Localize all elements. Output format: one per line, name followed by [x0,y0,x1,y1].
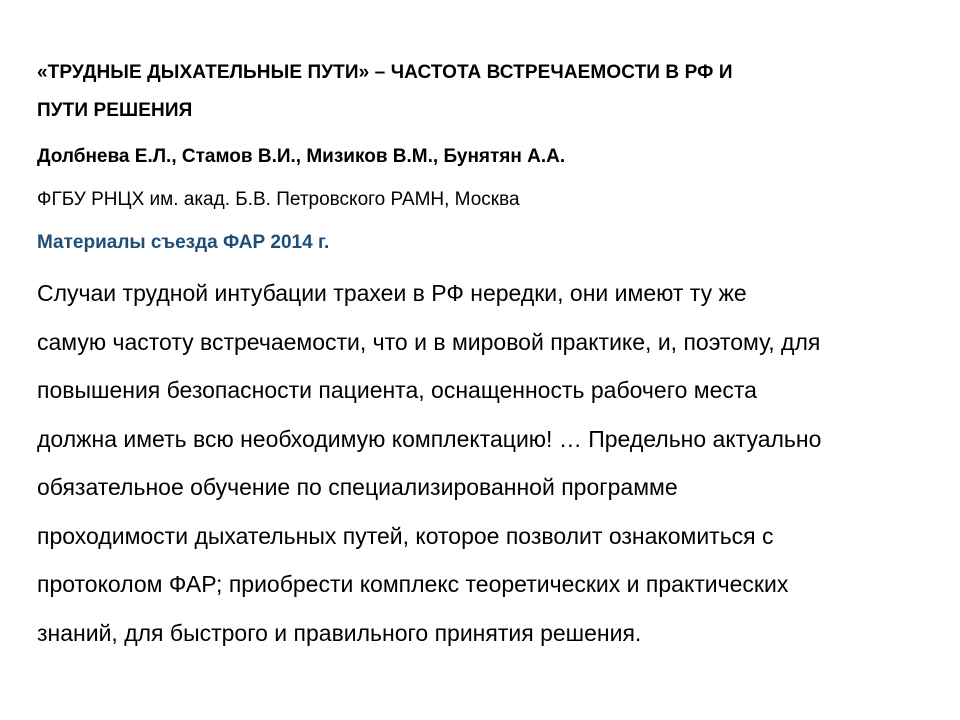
slide-title [37,54,927,130]
title-line: ПУТИ РЕШЕНИЯ [37,100,193,121]
body-line: самую частоту встречаемости, что и в мировой практике, и, поэтому, для [37,328,821,355]
title-line: «ТРУДНЫЕ ДЫХАТЕЛЬНЫЕ ПУТИ» – ЧАСТОТА ВСТРЕЧАЕМОСТИ В РФ И [37,62,733,83]
body-line: протоколом ФАР; приобрести комплекс теоретических и практических [37,571,789,597]
body-line: знаний, для быстрого и правильного принятия решения. [37,619,642,646]
body-line: Случаи трудной интубации трахеи в РФ нередки, они имеют ту же [37,280,747,306]
authors-line: Долбнева Е.Л., Стамов В.И., Мизиков В.М., Бунятян А.А. [37,146,566,167]
source-line: Материалы съезда ФАР 2014 г. [37,232,330,253]
body-paragraph [37,269,952,657]
institution-line: ФГБУ РНЦХ им. акад. Б.В. Петровского РАМН, Москва [37,189,520,210]
body-line: обязательное обучение по специализированной программе [37,474,678,500]
body-line: повышения безопасности пациента, оснащенность рабочего места [37,377,757,403]
body-line: должна иметь всю необходимую комплектацию! … Предельно актуально [37,425,822,452]
body-line: проходимости дыхательных путей, которое позволит ознакомиться с [37,522,774,549]
